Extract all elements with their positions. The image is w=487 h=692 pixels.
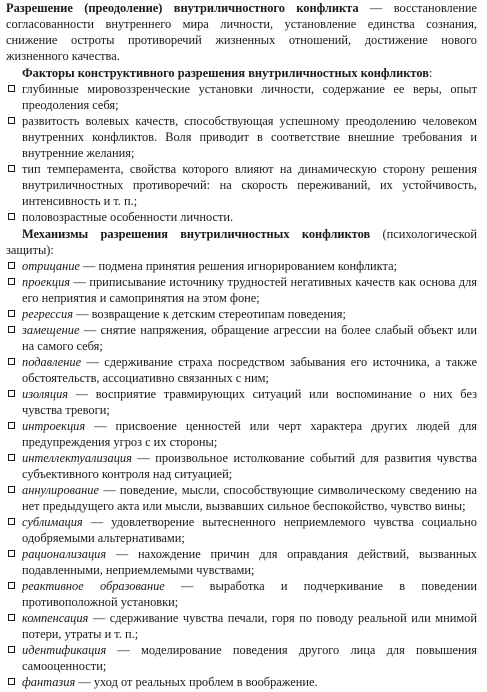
mechanisms-title-suffix: (психологической защиты): xyxy=(6,227,477,257)
list-item xyxy=(6,674,477,690)
mechanism-text: — снятие напряжения, обращение агрессии на более слабый объект или на самого себя; xyxy=(22,323,477,353)
list-item xyxy=(6,386,477,418)
mechanism-term: интроекция xyxy=(22,419,86,433)
checkbox-bullet-icon xyxy=(8,278,15,285)
list-item xyxy=(6,209,477,225)
list-item xyxy=(6,578,477,610)
checkbox-bullet-icon xyxy=(8,117,15,124)
mechanism-text: — приписывание источнику трудностей негативных качеств как основа для его неприятия и самопринятия на этом фоне; xyxy=(22,275,477,305)
list-item xyxy=(6,354,477,386)
mechanism-term: рационализация xyxy=(22,547,107,561)
list-item xyxy=(6,546,477,578)
mechanism-text: — удовлетворение вытесненного неприемлемого чувства социально одобряемыми альтернативами; xyxy=(22,515,477,545)
mechanism-text: — произвольное истолкование событий для развития чувства субъективного контроля над ситуацией; xyxy=(22,451,477,481)
mechanism-term: фантазия xyxy=(22,675,76,689)
mechanism-text: — возвращение к детским стереотипам поведения; xyxy=(73,307,346,321)
list-item xyxy=(6,418,477,450)
mechanism-term: идентификация xyxy=(22,643,107,657)
checkbox-bullet-icon xyxy=(8,518,15,525)
intro-text: — восстановление согласованности внутреннего мира личности, установление единства сознания, снижение остроты противоречий жизненных отношений, достижение нового жизненного качества. xyxy=(6,1,477,63)
mechanisms-list xyxy=(6,258,477,690)
factors-title-suffix: : xyxy=(428,66,433,80)
checkbox-bullet-icon xyxy=(8,326,15,333)
checkbox-bullet-icon xyxy=(8,486,15,493)
list-item xyxy=(6,161,477,209)
checkbox-bullet-icon xyxy=(8,678,15,685)
list-item xyxy=(6,113,477,161)
intro-paragraph xyxy=(6,0,477,64)
mechanism-text: — сдерживание чувства печали, горя по поводу реальной или мнимой потери, утраты и т. п.; xyxy=(22,611,477,641)
list-item xyxy=(6,482,477,514)
mechanism-text: — восприятие травмирующих ситуаций или воспоминание о них без чувства тревоги; xyxy=(22,387,477,417)
checkbox-bullet-icon xyxy=(8,550,15,557)
mechanism-text: — выработка и подчеркивание в поведении противоположной установки; xyxy=(22,579,477,609)
list-item-text: глубинные мировоззренческие установки личности, содержание ее веры, опыт преодоления себя; xyxy=(22,82,477,112)
mechanism-term: отрицание xyxy=(22,259,80,273)
mechanisms-title: Механизмы разрешения внутриличностных конфликтов xyxy=(22,227,371,241)
mechanism-term: проекция xyxy=(22,275,71,289)
list-item xyxy=(6,306,477,322)
list-item xyxy=(6,514,477,546)
list-item xyxy=(6,642,477,674)
mechanism-text: — моделирование поведения другого лица для повышения самооценности; xyxy=(22,643,477,673)
checkbox-bullet-icon xyxy=(8,165,15,172)
list-item-text: тип темперамента, свойства которого влияют на динамическую сторону решения внутриличностных противоречий: на скорость переживаний, их устойчивость, интенсивность и т. п.; xyxy=(22,162,477,208)
mechanism-term: компенсация xyxy=(22,611,89,625)
mechanism-term: реактивное образование xyxy=(22,579,165,593)
mechanisms-heading xyxy=(6,226,477,258)
checkbox-bullet-icon xyxy=(8,454,15,461)
checkbox-bullet-icon xyxy=(8,614,15,621)
factors-heading xyxy=(6,65,477,81)
mechanism-text: — поведение, мысли, способствующие символическому сведению на нет предыдущего акта или мысли, вызвавших сильное беспокойство, чувство вины; xyxy=(22,483,477,513)
mechanism-text: — сдерживание страха посредством забывания его источника, а также обстоятельств, ассоциативно связанных с ним; xyxy=(22,355,477,385)
checkbox-bullet-icon xyxy=(8,582,15,589)
list-item xyxy=(6,274,477,306)
checkbox-bullet-icon xyxy=(8,390,15,397)
checkbox-bullet-icon xyxy=(8,262,15,269)
checkbox-bullet-icon xyxy=(8,358,15,365)
mechanism-text: — подмена принятия решения игнорированием конфликта; xyxy=(79,259,398,273)
factors-list xyxy=(6,81,477,225)
mechanism-term: замещение xyxy=(22,323,80,337)
mechanism-term: подавление xyxy=(22,355,82,369)
mechanism-text: — нахождение причин для оправдания действий, вызванных подавленными, неприемлемыми чувствами; xyxy=(22,547,477,577)
mechanism-term: аннулирование xyxy=(22,483,99,497)
mechanism-term: сублимация xyxy=(22,515,83,529)
mechanism-term: изоляция xyxy=(22,387,69,401)
checkbox-bullet-icon xyxy=(8,213,15,220)
list-item xyxy=(6,610,477,642)
mechanism-text: — присвоение ценностей или черт характера других людей для предупреждения угроз с их стороны; xyxy=(22,419,477,449)
factors-title: Факторы конструктивного разрешения внутриличностных конфликтов xyxy=(22,66,429,80)
list-item-text: развитость волевых качеств, способствующая успешному преодолению человеком внутренних конфликтов. Воля приводит в соответствие внешние требования и внутренние желания; xyxy=(22,114,477,160)
mechanism-term: регрессия xyxy=(22,307,74,321)
checkbox-bullet-icon xyxy=(8,422,15,429)
checkbox-bullet-icon xyxy=(8,310,15,317)
list-item-text: половозрастные особенности личности. xyxy=(22,210,234,224)
list-item xyxy=(6,258,477,274)
mechanism-text: — уход от реальных проблем в воображение. xyxy=(75,675,318,689)
list-item xyxy=(6,322,477,354)
checkbox-bullet-icon xyxy=(8,646,15,653)
list-item xyxy=(6,450,477,482)
intro-term: Разрешение (преодоление) внутриличностного конфликта xyxy=(6,1,359,15)
checkbox-bullet-icon xyxy=(8,85,15,92)
mechanism-term: интеллектуализация xyxy=(22,451,132,465)
list-item xyxy=(6,81,477,113)
